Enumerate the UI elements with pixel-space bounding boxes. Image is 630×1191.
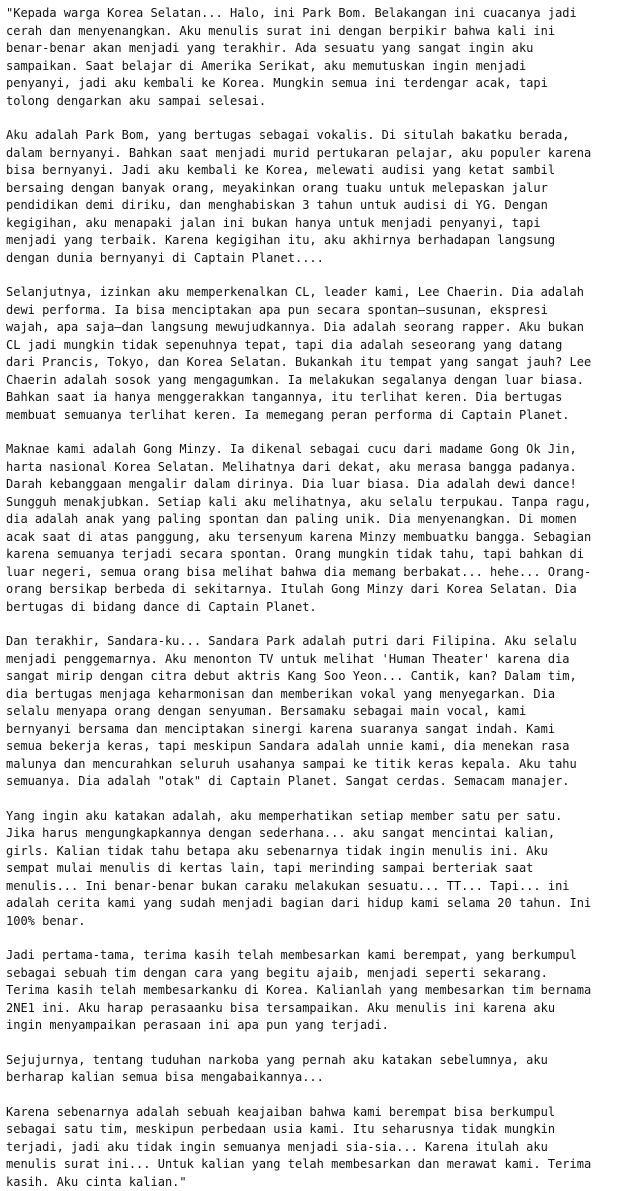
paragraph-line: Sungguh menakjubkan. Setiap kali aku melihatnya, aku selalu terpukau. Tanpa ragu, (6, 494, 630, 512)
paragraph-line: semua bekerja keras, tapi meskipun Sandara adalah unnie kami, dia menekan rasa (6, 738, 630, 756)
letter-paragraph (6, 284, 630, 424)
paragraph-line: Maknae kami adalah Gong Minzy. Ia dikenal sebagai cucu dari madame Gong Ok Jin, (6, 441, 630, 459)
letter-paragraph (6, 5, 630, 110)
letter-paragraph (6, 947, 630, 1035)
paragraph-line: sebagai satu tim, meskipun perbedaan usia kami. Itu seharusnya tidak mungkin (6, 1121, 630, 1139)
paragraph-line: berharap kalian semua bisa mengabaikannya... (6, 1069, 630, 1087)
paragraph-line: orang bersikap berbeda di sekitarnya. Itulah Gong Minzy dari Korea Selatan. Dia (6, 581, 630, 599)
paragraph-line: Sejujurnya, tentang tuduhan narkoba yang pernah aku katakan sebelumnya, aku (6, 1052, 630, 1070)
paragraph-line: dari Prancis, Tokyo, dan Korea Selatan. Bukankah itu tempat yang sangat jauh? Lee (6, 354, 630, 372)
paragraph-line: Jadi pertama-tama, terima kasih telah membesarkan kami berempat, yang berkumpul (6, 947, 630, 965)
paragraph-line: menulis surat ini... Untuk kalian yang telah membesarkan dan merawat kami. Terima (6, 1156, 630, 1174)
paragraph-line: CL jadi mungkin tidak sepenuhnya tepat, tapi dia adalah seseorang yang datang (6, 337, 630, 355)
paragraph-line: bertugas di bidang dance di Captain Planet. (6, 599, 630, 617)
paragraph-line: membuat semuanya terlihat keren. Ia memegang peran performa di Captain Planet. (6, 407, 630, 425)
paragraph-line: kegigihan, aku menapaki jalan ini bukan hanya untuk menjadi penyanyi, tapi (6, 215, 630, 233)
letter-paragraph (6, 127, 630, 267)
paragraph-line: pendidikan demi diriku, dan menghabiskan 3 tahun untuk audisi di YG. Dengan (6, 197, 630, 215)
paragraph-line: Chaerin adalah sosok yang mengagumkan. Ia melakukan segalanya dengan luar biasa. (6, 372, 630, 390)
paragraph-line: Terima kasih telah membesarkanku di Korea. Kalianlah yang membesarkan tim bernama (6, 982, 630, 1000)
paragraph-line: benar-benar akan menjadi yang terakhir. Ada sesuatu yang sangat ingin aku (6, 40, 630, 58)
paragraph-line: adalah cerita kami yang sudah menjadi bagian dari hidup kami selama 20 tahun. Ini (6, 895, 630, 913)
letter-paragraph (6, 1104, 630, 1191)
letter-paragraph (6, 441, 630, 616)
letter-paragraph (6, 1052, 630, 1087)
paragraph-line: Karena sebenarnya adalah sebuah keajaiban bahwa kami berempat bisa berkumpul (6, 1104, 630, 1122)
letter-paragraph (6, 808, 630, 931)
letter-paragraph (6, 633, 630, 791)
paragraph-line: selalu menyapa orang dengan senyuman. Bersamaku sebagai main vocal, kami (6, 703, 630, 721)
paragraph-line: dengan dunia bernyanyi di Captain Planet.... (6, 250, 630, 268)
paragraph-line: bernyanyi bersama dan menciptakan sinergi karena suaranya sangat indah. Kami (6, 721, 630, 739)
paragraph-line: menjadi penggemarnya. Aku menonton TV untuk melihat 'Human Theater' karena dia (6, 651, 630, 669)
paragraph-line: ingin menyampaikan perasaan ini apa pun yang terjadi. (6, 1017, 630, 1035)
paragraph-line: sangat mirip dengan citra debut aktris Kang Soo Yeon... Cantik, kan? Dalam tim, (6, 668, 630, 686)
paragraph-line: kasih. Aku cinta kalian." (6, 1174, 630, 1191)
paragraph-line: harta nasional Korea Selatan. Melihatnya dari dekat, aku merasa bangga padanya. (6, 459, 630, 477)
paragraph-line: Bahkan saat ia hanya menggerakkan tangannya, itu terlihat keren. Dia bertugas (6, 389, 630, 407)
paragraph-line: cerah dan menyenangkan. Aku menulis surat ini dengan berpikir bahwa kali ini (6, 23, 630, 41)
paragraph-line: dia adalah anak yang paling spontan dan paling unik. Dia menyenangkan. Di momen (6, 511, 630, 529)
paragraph-line: karena semuanya terjadi secara spontan. Orang mungkin tidak tahu, tapi bahkan di (6, 546, 630, 564)
paragraph-line: acak saat di atas panggung, aku tersenyum karena Minzy membuatku bangga. Sebagian (6, 529, 630, 547)
paragraph-line: dalam bernyanyi. Bahkan saat menjadi murid pertukaran pelajar, aku populer karena (6, 145, 630, 163)
paragraph-line: wajah, apa saja—dan langsung mewujudkannya. Dia adalah seorang rapper. Aku bukan (6, 319, 630, 337)
paragraph-line: Selanjutnya, izinkan aku memperkenalkan CL, leader kami, Lee Chaerin. Dia adalah (6, 284, 630, 302)
paragraph-line: sebagai sebuah tim dengan cara yang begitu ajaib, menjadi seperti sekarang. (6, 965, 630, 983)
paragraph-line: sampaikan. Saat belajar di Amerika Serikat, aku memutuskan ingin menjadi (6, 58, 630, 76)
paragraph-line: penyanyi, jadi aku kembali ke Korea. Mungkin semua ini terdengar acak, tapi (6, 75, 630, 93)
paragraph-line: luar negeri, semua orang bisa melihat bahwa dia memang berbakat... hehe... Orang- (6, 564, 630, 582)
paragraph-line: Yang ingin aku katakan adalah, aku memperhatikan setiap member satu per satu. (6, 808, 630, 826)
paragraph-line: semuanya. Dia adalah "otak" di Captain Planet. Sangat cerdas. Semacam manajer. (6, 773, 630, 791)
paragraph-line: 2NE1 ini. Aku harap perasaanku bisa tersampaikan. Aku menulis ini karena aku (6, 1000, 630, 1018)
paragraph-line: bersaing dengan banyak orang, meyakinkan orang tuaku untuk melepaskan jalur (6, 180, 630, 198)
paragraph-line: Aku adalah Park Bom, yang bertugas sebagai vokalis. Di situlah bakatku berada, (6, 127, 630, 145)
paragraph-line: bisa bernyanyi. Jadi aku kembali ke Korea, melewati audisi yang ketat sambil (6, 162, 630, 180)
paragraph-line: sempat mulai menulis di kertas lain, tapi merinding sampai berteriak saat (6, 860, 630, 878)
paragraph-line: terjadi, jadi aku tidak ingin semuanya menjadi sia-sia... Karena itulah aku (6, 1139, 630, 1157)
paragraph-line: Dan terakhir, Sandara-ku... Sandara Park adalah putri dari Filipina. Aku selalu (6, 633, 630, 651)
paragraph-line: dia bertugas menjaga keharmonisan dan memberikan vokal yang menyegarkan. Dia (6, 686, 630, 704)
paragraph-line: 100% benar. (6, 913, 630, 931)
paragraph-line: dewi performa. Ia bisa menciptakan apa pun secara spontan—susunan, ekspresi (6, 302, 630, 320)
paragraph-line: malunya dan mencurahkan seluruh usahanya sampai ke titik keras kepala. Aku tahu (6, 756, 630, 774)
paragraph-line: menulis... Ini benar-benar bukan caraku melakukan sesuatu... TT... Tapi... ini (6, 878, 630, 896)
paragraph-line: Darah kebanggaan mengalir dalam dirinya. Dia luar biasa. Dia adalah dewi dance! (6, 476, 630, 494)
paragraph-line: "Kepada warga Korea Selatan... Halo, ini Park Bom. Belakangan ini cuacanya jadi (6, 5, 630, 23)
paragraph-line: menjadi yang terbaik. Karena kegigihan itu, aku akhirnya berhadapan langsung (6, 232, 630, 250)
paragraph-line: Jika harus mengungkapkannya dengan sederhana... aku sangat mencintai kalian, (6, 825, 630, 843)
paragraph-line: tolong dengarkan aku sampai selesai. (6, 93, 630, 111)
paragraph-line: girls. Kalian tidak tahu betapa aku sebenarnya tidak ingin menulis ini. Aku (6, 843, 630, 861)
